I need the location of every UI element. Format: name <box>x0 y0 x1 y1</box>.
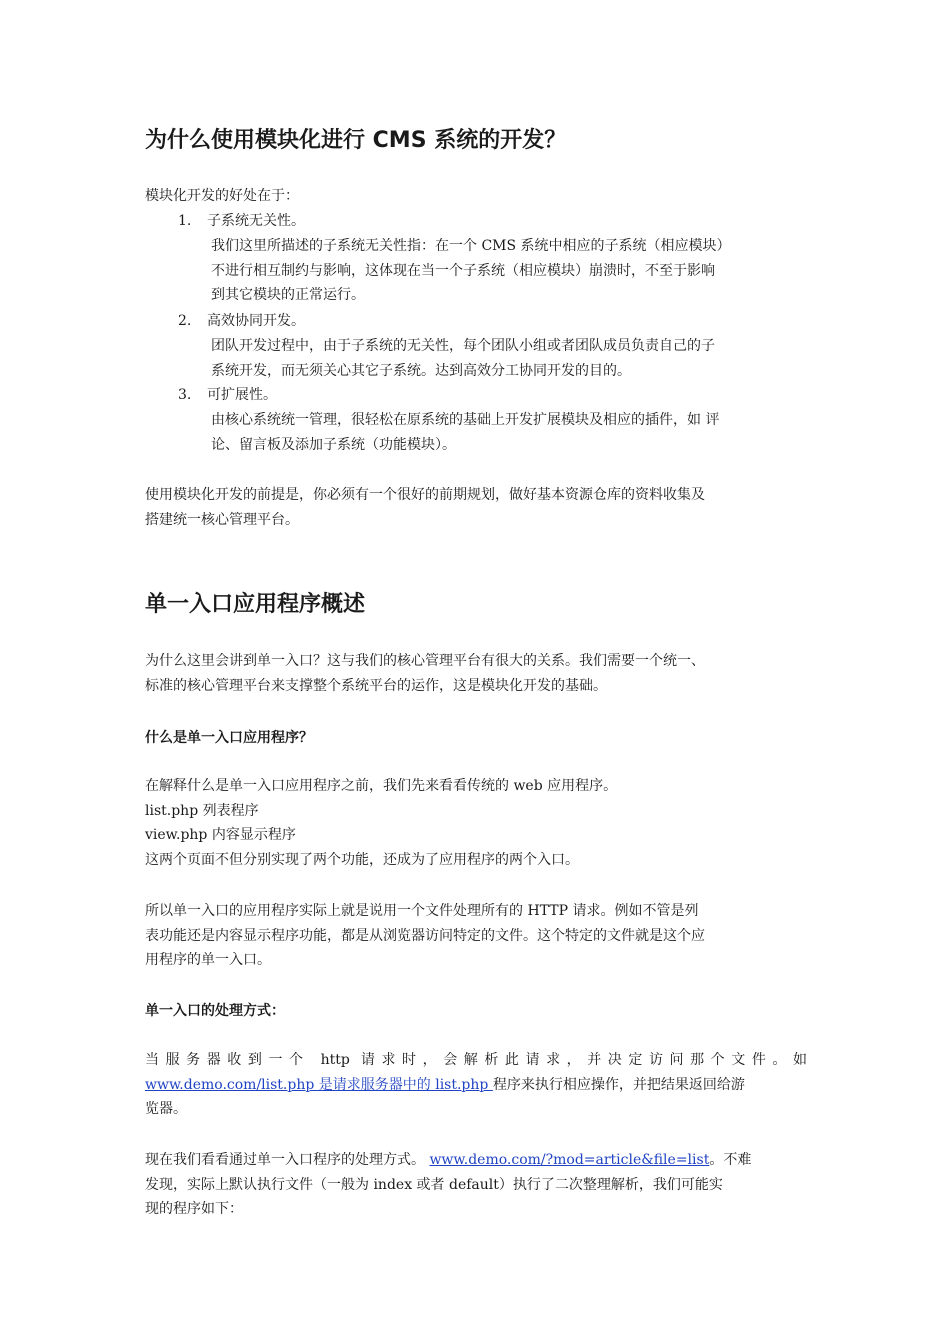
list-item-1 <box>178 209 808 234</box>
list-number: 2. <box>178 313 192 329</box>
description-line: 团队开发过程中，由于子系统的无关性，每个团队小组或者团队成员负责自己的子 <box>211 338 715 354</box>
list-label: 高效协同开发。 <box>207 313 305 329</box>
list-php-link[interactable]: www.demo.com/list.php 是请求服务器中的 list.php <box>145 1076 493 1093</box>
list-item-1-description <box>211 234 807 308</box>
description-line: 系统开发，而无须关心其它子系统。达到高效分工协同开发的目的。 <box>211 362 631 379</box>
paragraph-line: 使用模块化开发的前提是，你必须有一个很好的前期规划，做好基本资源仓库的资料收集及 <box>145 487 705 503</box>
list-item-3 <box>178 383 808 408</box>
list-number: 1. <box>178 213 192 229</box>
paragraph-line: 发现，实际上默认执行文件（一般为 index 或者 default）执行了二次整理解析，我们可能实 <box>145 1176 723 1193</box>
paragraph-line: 用程序的单一入口。 <box>145 952 271 969</box>
paragraph-line <box>145 1148 807 1173</box>
processing-method-heading: 单一入口的处理方式： <box>145 1003 285 1019</box>
what-is-single-entry-heading: 什么是单一入口应用程序？ <box>145 730 313 746</box>
list-label: 子系统无关性。 <box>207 213 305 229</box>
paragraph-line: 为什么这里会讲到单一入口？这与我们的核心管理平台有很大的关系。我们需要一个统一、 <box>145 653 705 669</box>
paragraph-line: view.php 内容显示程序 <box>145 827 296 844</box>
paragraph-text: 。不难 <box>709 1152 752 1168</box>
demo-url-link[interactable]: www.demo.com/?mod=article&file=list <box>429 1152 710 1168</box>
description-line: 不进行相互制约与影响，这体现在当一个子系统（相应模块）崩溃时，不至于影响 <box>211 262 715 279</box>
section1-intro: 模块化开发的好处在于： <box>145 188 299 204</box>
list-label: 可扩展性。 <box>207 387 277 403</box>
section2-intro <box>145 649 807 698</box>
paragraph-line: 表功能还是内容显示程序功能，都是从浏览器访问特定的文件。这个特定的文件就是这个应 <box>145 927 705 944</box>
list-item-2 <box>178 309 808 334</box>
paragraph-line: list.php 列表程序 <box>145 802 259 819</box>
paragraph-line: 这两个页面不但分别实现了两个功能，还成为了应用程序的两个入口。 <box>145 851 579 868</box>
paragraph-text: 现在我们看看通过单一入口程序的处理方式。 <box>145 1152 430 1168</box>
section1-title: 为什么使用模块化进行 CMS 系统的开发？ <box>145 128 567 153</box>
description-line: 到其它模块的正常运行。 <box>211 287 365 304</box>
paragraph-line: 当服务器收到一个 http 请求时，会解析此请求，并决定访问那个文件。如 <box>145 1052 807 1068</box>
paragraph-line: 所以单一入口的应用程序实际上就是说用一个文件处理所有的 HTTP 请求。例如不管是列 <box>145 903 699 919</box>
paragraph-line: 搭建统一核心管理平台。 <box>145 511 299 528</box>
single-entry-method-paragraph <box>145 1148 807 1222</box>
description-line: 由核心系统统一管理，很轻松在原系统的基础上开发扩展模块及相应的插件，如 评 <box>211 412 720 428</box>
single-entry-paragraph <box>145 899 807 973</box>
paragraph-line: 现的程序如下： <box>145 1201 243 1218</box>
traditional-app-paragraph <box>145 774 807 872</box>
paragraph-line: 标准的核心管理平台来支撑整个系统平台的运作，这是模块化开发的基础。 <box>145 677 607 694</box>
list-item-3-description <box>211 408 807 457</box>
list-item-2-description <box>211 334 807 383</box>
list-number: 3. <box>178 387 192 403</box>
server-request-paragraph <box>145 1048 807 1122</box>
paragraph-text: 程序来执行相应操作，并把结果返回给游 <box>492 1076 745 1093</box>
description-line: 论、留言板及添加子系统（功能模块）。 <box>211 436 456 453</box>
paragraph-line: 览器。 <box>145 1101 187 1118</box>
description-line: 我们这里所描述的子系统无关性指：在一个 CMS 系统中相应的子系统（相应模块） <box>211 238 731 254</box>
section2-title: 单一入口应用程序概述 <box>145 592 366 617</box>
paragraph-line: 在解释什么是单一入口应用程序之前，我们先来看看传统的 web 应用程序。 <box>145 778 618 794</box>
paragraph-line <box>145 1073 807 1098</box>
premise-paragraph <box>145 483 807 532</box>
